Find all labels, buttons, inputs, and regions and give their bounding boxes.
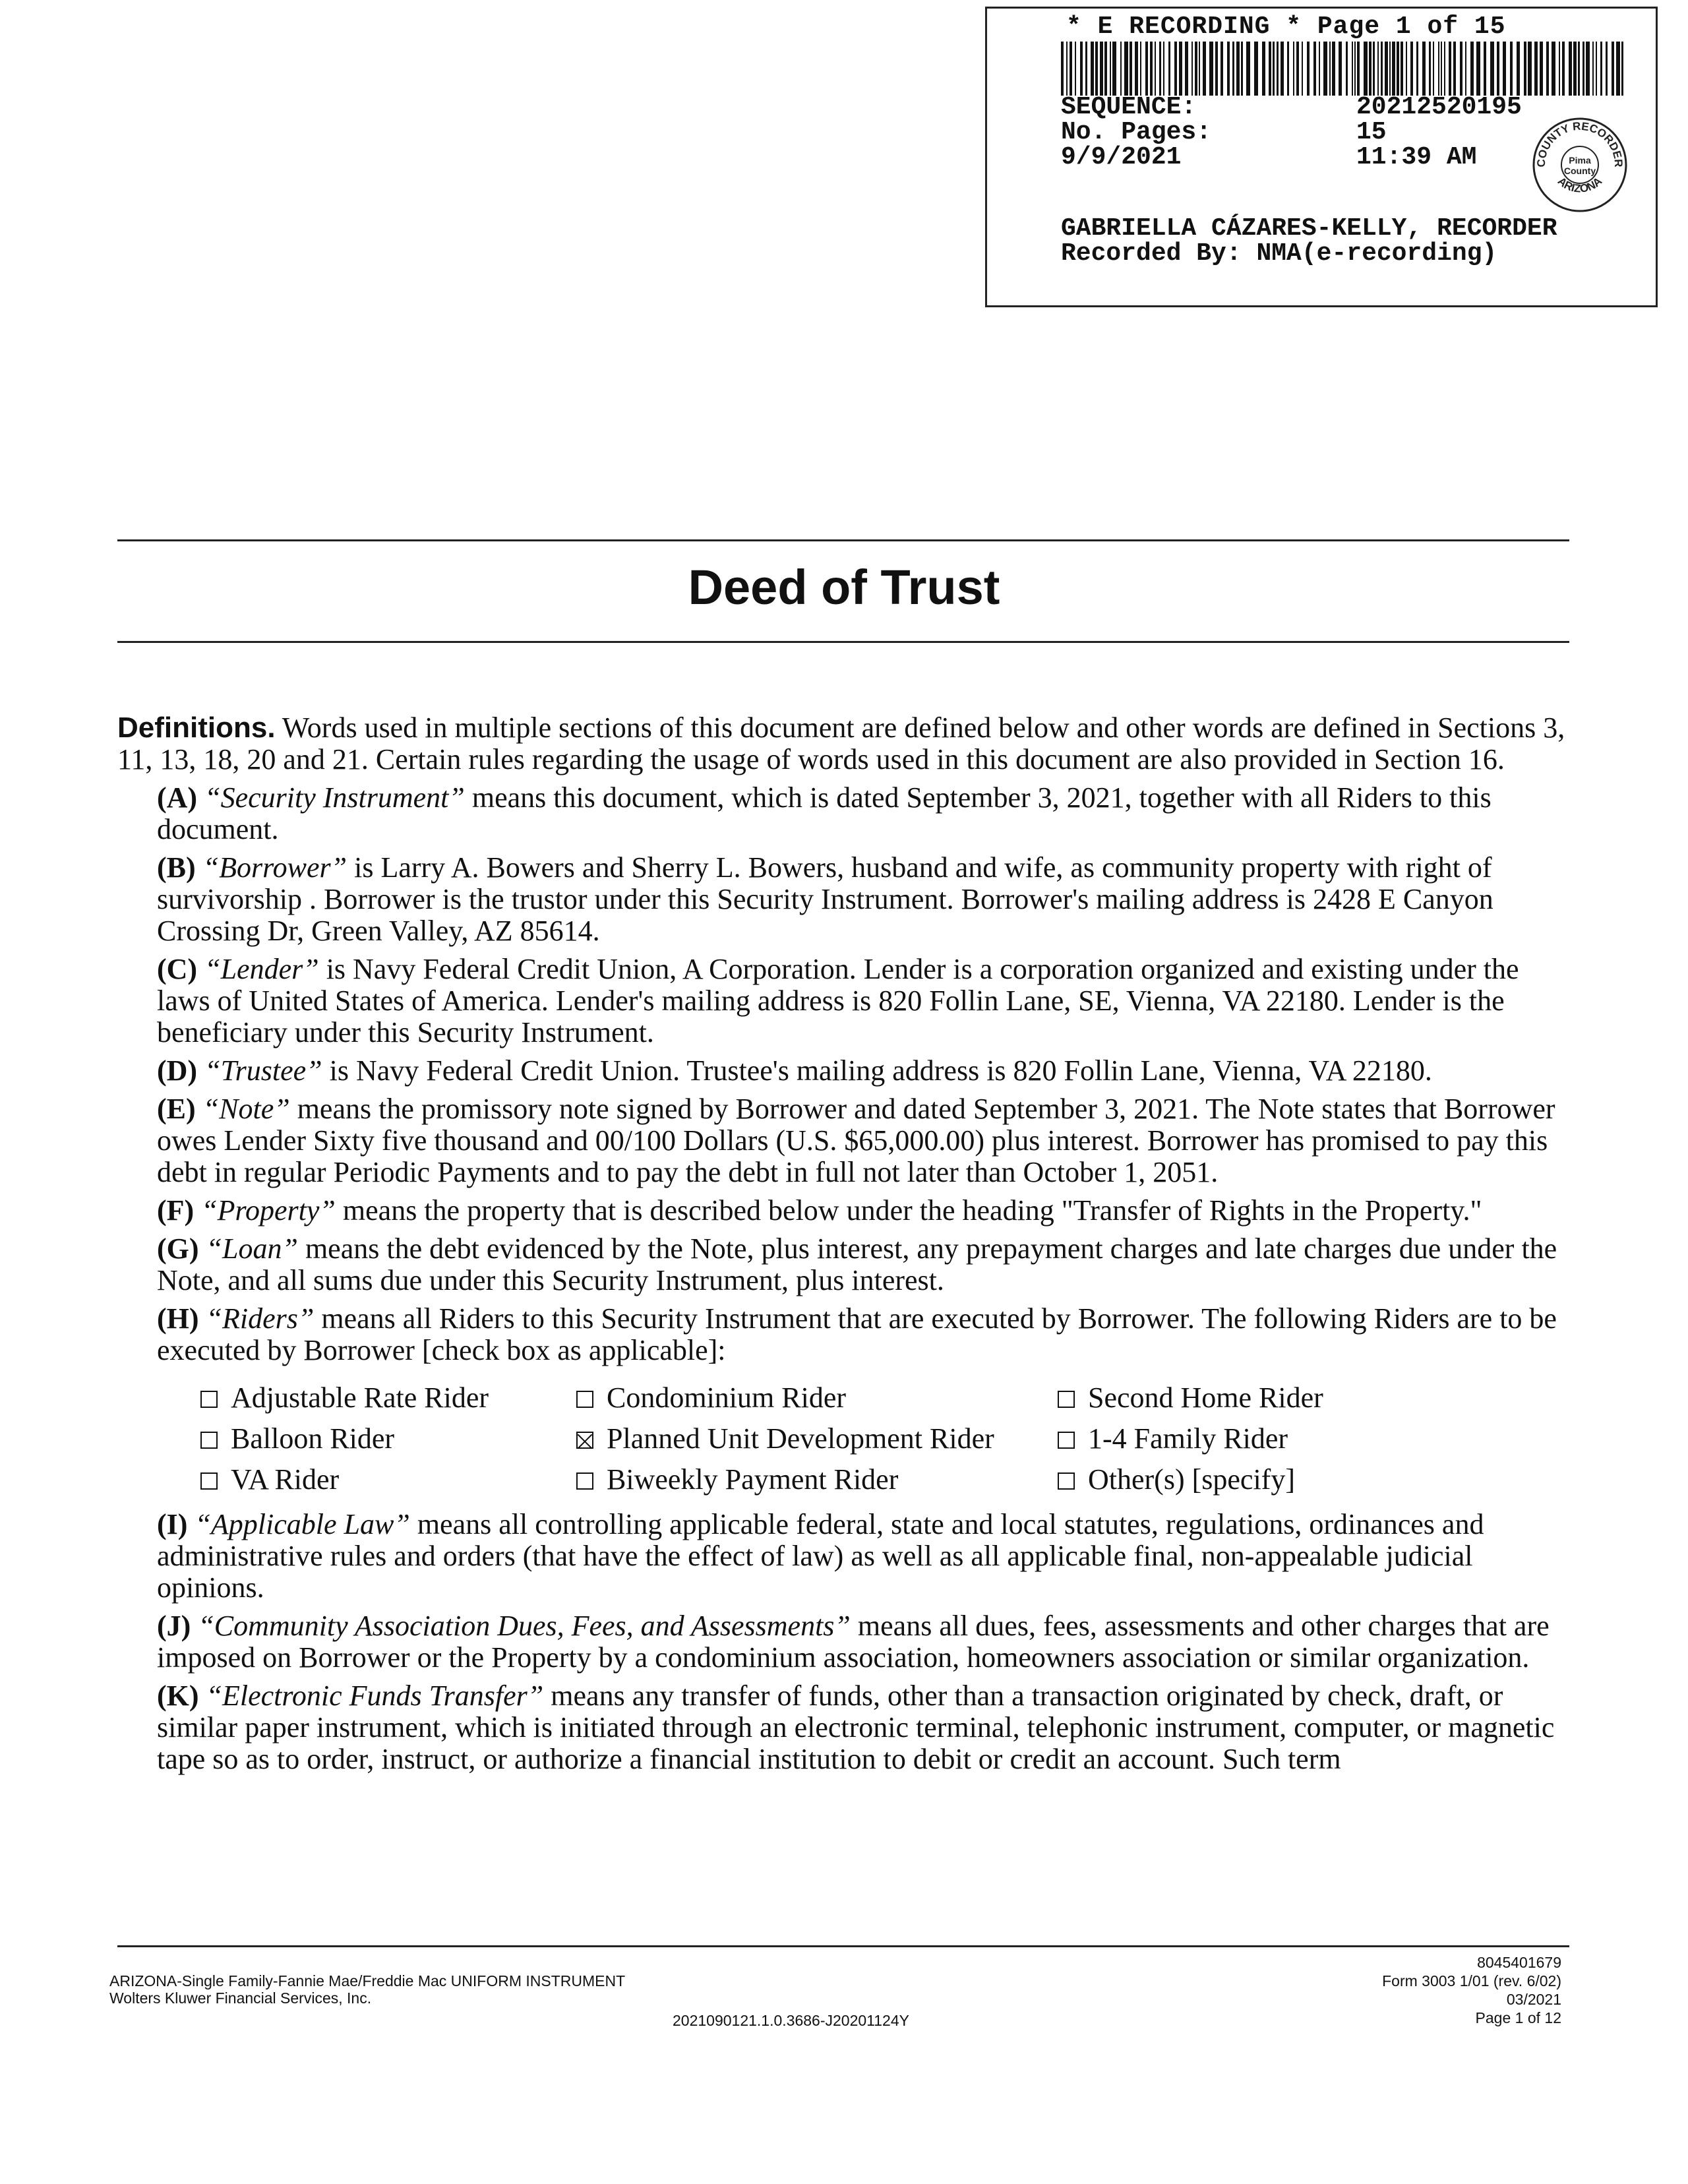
definition-item: [157, 1509, 1568, 1604]
definition-letter: (C): [157, 953, 198, 985]
rider-option: [200, 1464, 576, 1496]
barcode-bar: [1569, 42, 1572, 96]
title-rule-top: [117, 539, 1569, 541]
barcode-bar: [1586, 42, 1590, 96]
barcode-bar: [1307, 42, 1310, 96]
sequence-label: SEQUENCE:: [1061, 93, 1197, 121]
rider-option: [1058, 1423, 1387, 1455]
barcode-bar: [1517, 42, 1520, 96]
barcode-bar: [1195, 42, 1197, 96]
barcode-bar: [1262, 42, 1265, 96]
definition-text: means the promissory note signed by Borrower and dated September 3, 2021. The Note states that Borrower owes Lender Sixty five thousand and 00/100 Dollars (U.S. $65,000.00) plus interest. Borrower has promised to pay this debt in regular Periodic Payments and to pay the debt in full not later than October 1, 2051.: [157, 1093, 1555, 1188]
definition-term: “Electronic Funds Transfer”: [206, 1680, 544, 1712]
footer-loan-number: 8045401679: [1477, 1954, 1561, 1971]
svg-text:Pima: Pima: [1569, 155, 1591, 166]
definition-text: means all controlling applicable federal, state and local statutes, regulations, ordinances and administrative rules and orders (that have the effect of law) as well as all applicable final, non-appealable judicial opinions.: [157, 1508, 1484, 1604]
barcode-bar: [1203, 42, 1206, 96]
rider-option: [1058, 1382, 1387, 1414]
definition-letter: (F): [157, 1194, 195, 1227]
barcode-bar: [1191, 42, 1193, 96]
barcode-bar: [1562, 42, 1565, 96]
barcode-bar: [1091, 42, 1094, 96]
barcode-bar: [1453, 42, 1456, 96]
definition-text: means this document, which is dated September 3, 2021, together with all Riders to this document.: [157, 781, 1492, 845]
barcode-bar: [1616, 42, 1620, 96]
svg-text:County: County: [1563, 166, 1596, 176]
barcode-bar: [1490, 42, 1494, 96]
barcode-bar: [1546, 42, 1549, 96]
barcode-bar: [1168, 42, 1170, 96]
barcode-bar: [1381, 42, 1383, 96]
checkbox-icon: [1058, 1391, 1075, 1408]
barcode-bar: [1406, 42, 1407, 96]
barcode-bar: [1199, 42, 1200, 96]
barcode-bar: [1573, 42, 1577, 96]
barcode-bar: [1460, 42, 1462, 96]
barcode-bar: [1140, 42, 1141, 96]
barcode-bar: [1277, 42, 1279, 96]
definition-letter: (J): [157, 1610, 191, 1642]
definition-term: “Trustee”: [204, 1054, 322, 1087]
barcode-bar: [1120, 42, 1122, 96]
barcode-bar: [1241, 42, 1243, 96]
barcode-bar: [1269, 42, 1271, 96]
barcode-bar: [1416, 42, 1418, 96]
definition-item: [157, 1093, 1568, 1188]
barcode-bar: [1254, 42, 1258, 96]
riders-checklist: [200, 1382, 1568, 1496]
barcode-bar: [1112, 42, 1116, 96]
checkbox-icon: [200, 1432, 218, 1449]
barcode-bar: [1155, 42, 1156, 96]
barcode-bar: [1159, 42, 1161, 96]
barcode-bar: [1612, 42, 1614, 96]
definitions-list: [117, 782, 1568, 1366]
checked-box-icon: [576, 1432, 593, 1449]
recording-header: * E RECORDING * Page 1 of 15: [1066, 13, 1506, 41]
barcode-bar: [1302, 42, 1303, 96]
barcode: [1061, 42, 1628, 96]
barcode-bar: [1392, 42, 1395, 96]
rider-label: Adjustable Rate Rider: [231, 1381, 489, 1414]
definition-term: “Lender”: [204, 953, 319, 985]
barcode-bar: [1319, 42, 1320, 96]
barcode-bar: [1135, 42, 1138, 96]
rider-label: Planned Unit Development Rider: [607, 1422, 994, 1455]
checkbox-icon: [200, 1472, 218, 1490]
barcode-bar: [1124, 42, 1128, 96]
barcode-bar: [1313, 42, 1316, 96]
definition-term: “Community Association Dues, Fees, and Assessments”: [198, 1610, 851, 1642]
barcode-bar: [1329, 42, 1331, 96]
recording-time: 11:39 AM: [1356, 143, 1477, 171]
barcode-bar: [1377, 42, 1379, 96]
barcode-bar: [1075, 42, 1076, 96]
barcode-bar: [1470, 42, 1474, 96]
barcode-bar: [1232, 42, 1234, 96]
definition-term: “Borrower”: [202, 851, 347, 884]
barcode-bar: [1433, 42, 1434, 96]
barcode-bar: [1236, 42, 1240, 96]
footer-form-number: Form 3003 1/01 (rev. 6/02): [1382, 1972, 1561, 1989]
definition-text: is Navy Federal Credit Union. Trustee's mailing address is 820 Follin Lane, Vienna, VA 22180.: [329, 1054, 1432, 1087]
county-seal: [1530, 115, 1629, 214]
recorded-by: Recorded By: NMA(e-recording): [1061, 239, 1497, 268]
pages-label: No. Pages:: [1061, 118, 1212, 146]
barcode-bar: [1364, 42, 1368, 96]
definition-item: [157, 782, 1568, 845]
barcode-bar: [1528, 42, 1532, 96]
recording-date: 9/9/2021: [1061, 143, 1182, 171]
definitions-heading: Definitions.: [117, 712, 276, 744]
barcode-bar: [1422, 42, 1426, 96]
definition-term: “Riders”: [206, 1302, 315, 1335]
barcode-bar: [1429, 42, 1431, 96]
barcode-bar: [1070, 42, 1072, 96]
footer-rule: [117, 1945, 1569, 1947]
definition-letter: (B): [157, 851, 196, 884]
rider-label: Other(s) [specify]: [1088, 1463, 1295, 1496]
checkbox-icon: [1058, 1432, 1075, 1449]
definition-term: “Security Instrument”: [204, 781, 465, 814]
barcode-bar: [1061, 42, 1064, 96]
definitions-intro-text: Words used in multiple sections of this document are defined below and other words are defined in Sections 3, 11, 13, 18, 20 and 21. Certain rules regarding the usage of words used in this document are also provided in Section 16.: [117, 712, 1565, 775]
definition-letter: (D): [157, 1054, 198, 1087]
barcode-bar: [1582, 42, 1584, 96]
definition-letter: (K): [157, 1680, 199, 1712]
barcode-bar: [1438, 42, 1439, 96]
barcode-bar: [1346, 42, 1348, 96]
barcode-bar: [1273, 42, 1275, 96]
barcode-bar: [1339, 42, 1342, 96]
barcode-bar: [1100, 42, 1103, 96]
definition-item: [157, 1195, 1568, 1227]
checkbox-icon: [576, 1391, 593, 1408]
barcode-bar: [1085, 42, 1087, 96]
barcode-bar: [1592, 42, 1594, 96]
footer-doc-id: 2021090121.1.0.3686-J20201124Y: [673, 2012, 909, 2029]
document-title: Deed of Trust: [688, 560, 1000, 615]
barcode-bar: [1524, 42, 1526, 96]
rider-option: [200, 1382, 576, 1414]
definition-text: is Navy Federal Credit Union, A Corporation. Lender is a corporation organized and existing under the laws of United States of America. Lender's mailing address is 820 Follin Lane, SE, Vienna, VA 22180. Lender is the beneficiary under this Security Instrument.: [157, 953, 1519, 1048]
definition-item: [157, 954, 1568, 1048]
definition-item: [157, 1680, 1568, 1775]
barcode-bar: [1606, 42, 1608, 96]
definition-text: means the property that is described below under the heading "Transfer of Rights in the Property.": [342, 1194, 1482, 1227]
barcode-bar: [1621, 42, 1623, 96]
barcode-bar: [1497, 42, 1499, 96]
footer-publisher: Wolters Kluwer Financial Services, Inc.: [109, 1989, 372, 2007]
checkbox-icon: [200, 1391, 218, 1408]
barcode-bar: [1540, 42, 1543, 96]
barcode-bar: [1449, 42, 1451, 96]
barcode-bar: [1174, 42, 1177, 96]
barcode-bar: [1287, 42, 1289, 96]
barcode-bar: [1227, 42, 1230, 96]
definitions-list-continued: [117, 1509, 1568, 1775]
pages-value: 15: [1356, 118, 1387, 146]
barcode-bar: [1465, 42, 1466, 96]
rider-option: [576, 1382, 1058, 1414]
checkbox-icon: [1058, 1472, 1075, 1490]
barcode-bar: [1444, 42, 1445, 96]
barcode-bar: [1332, 42, 1335, 96]
barcode-bar: [1476, 42, 1480, 96]
definition-item: [157, 1610, 1568, 1674]
definitions-intro: [117, 712, 1568, 775]
definition-text: means any transfer of funds, other than a transaction originated by check, draft, or similar paper instrument, which is initiated through an electronic terminal, telephonic instrument, computer, or magnetic tape so as to order, instruct, or authorize a financial institution to debit or credit an account. Such term: [157, 1680, 1555, 1775]
barcode-bar: [1080, 42, 1083, 96]
barcode-bar: [1389, 42, 1391, 96]
barcode-bar: [1397, 42, 1399, 96]
document-body: [117, 712, 1568, 1782]
barcode-bar: [1095, 42, 1098, 96]
definition-term: “Applicable Law”: [195, 1508, 410, 1540]
barcode-bar: [1145, 42, 1148, 96]
barcode-bar: [1354, 42, 1356, 96]
barcode-bar: [1185, 42, 1188, 96]
barcode-bar: [1323, 42, 1327, 96]
footer-form-date: 03/2021: [1506, 1991, 1561, 2008]
barcode-bar: [1357, 42, 1360, 96]
barcode-bar: [1293, 42, 1294, 96]
rider-label: Biweekly Payment Rider: [607, 1463, 899, 1496]
barcode-bar: [1296, 42, 1299, 96]
barcode-bar: [1179, 42, 1182, 96]
definition-item: [157, 1055, 1568, 1087]
definition-text: is Larry A. Bowers and Sherry L. Bowers, husband and wife, as community property with right of survivorship . Borrower is the trustor under this Security Instrument. Borrower's mailing address is 2428 E Canyon Crossing Dr, Green Valley, AZ 85614.: [157, 851, 1493, 947]
barcode-bar: [1104, 42, 1107, 96]
recorder-name: GABRIELLA CÁZARES-KELLY, RECORDER: [1061, 214, 1557, 243]
barcode-bar: [1600, 42, 1602, 96]
svg-text:ARIZONA: ARIZONA: [1555, 174, 1605, 195]
barcode-bar: [1130, 42, 1132, 96]
definition-letter: (E): [157, 1093, 196, 1125]
barcode-bar: [1410, 42, 1413, 96]
barcode-bar: [1281, 42, 1284, 96]
barcode-bar: [1559, 42, 1560, 96]
barcode-bar: [1441, 42, 1442, 96]
barcode-bar: [1163, 42, 1164, 96]
definition-item: [157, 852, 1568, 947]
definition-letter: (H): [157, 1302, 199, 1335]
barcode-bar: [1066, 42, 1068, 96]
barcode-bar: [1209, 42, 1213, 96]
barcode-bar: [1503, 42, 1506, 96]
recording-stamp: [985, 7, 1658, 307]
rider-option: [200, 1423, 576, 1455]
footer-page-number: Page 1 of 12: [1475, 2009, 1561, 2026]
definition-letter: (G): [157, 1232, 199, 1265]
barcode-bar: [1110, 42, 1111, 96]
barcode-bar: [1352, 42, 1353, 96]
barcode-bar: [1150, 42, 1153, 96]
rider-label: Second Home Rider: [1088, 1381, 1323, 1414]
rider-label: Balloon Rider: [231, 1422, 395, 1455]
definition-letter: (I): [157, 1508, 188, 1540]
definition-item: [157, 1233, 1568, 1296]
barcode-bar: [1246, 42, 1250, 96]
definition-text: means all Riders to this Security Instrument that are executed by Borrower. The following Riders are to be executed by Borrower [check box as applicable]:: [157, 1302, 1557, 1366]
barcode-bar: [1596, 42, 1597, 96]
barcode-bar: [1385, 42, 1388, 96]
rider-option: [576, 1464, 1058, 1496]
rider-label: Condominium Rider: [607, 1381, 846, 1414]
barcode-bar: [1578, 42, 1580, 96]
barcode-bar: [1552, 42, 1555, 96]
definition-item: [157, 1303, 1568, 1366]
barcode-bar: [1534, 42, 1538, 96]
definition-term: “Loan”: [206, 1232, 298, 1265]
definition-letter: (A): [157, 781, 198, 814]
barcode-bar: [1401, 42, 1403, 96]
definition-text: means the debt evidenced by the Note, plus interest, any prepayment charges and late charges due under the Note, and all sums due under this Security Instrument, plus interest.: [157, 1232, 1557, 1296]
checkbox-icon: [576, 1472, 593, 1490]
svg-text:COUNTY RECORDER: COUNTY RECORDER: [1534, 119, 1625, 167]
barcode-bar: [1369, 42, 1372, 96]
rider-option: [576, 1423, 1058, 1455]
barcode-bar: [1510, 42, 1513, 96]
definition-text: means all dues, fees, assessments and other charges that are imposed on Borrower or the Property by a condominium association, homeowners association or similar organization.: [157, 1610, 1550, 1674]
title-rule-bottom: [117, 641, 1569, 643]
definition-term: “Property”: [201, 1194, 336, 1227]
barcode-bar: [1484, 42, 1486, 96]
rider-label: 1-4 Family Rider: [1088, 1422, 1288, 1455]
rider-option: [1058, 1464, 1387, 1496]
rider-label: VA Rider: [231, 1463, 340, 1496]
barcode-bar: [1215, 42, 1218, 96]
footer-form-name: ARIZONA-Single Family-Fannie Mae/Freddie Mac UNIFORM INSTRUMENT: [109, 1972, 626, 1989]
barcode-bar: [1373, 42, 1375, 96]
definition-term: “Note”: [202, 1093, 290, 1125]
barcode-bar: [1221, 42, 1223, 96]
sequence-value: 20212520195: [1356, 93, 1522, 121]
